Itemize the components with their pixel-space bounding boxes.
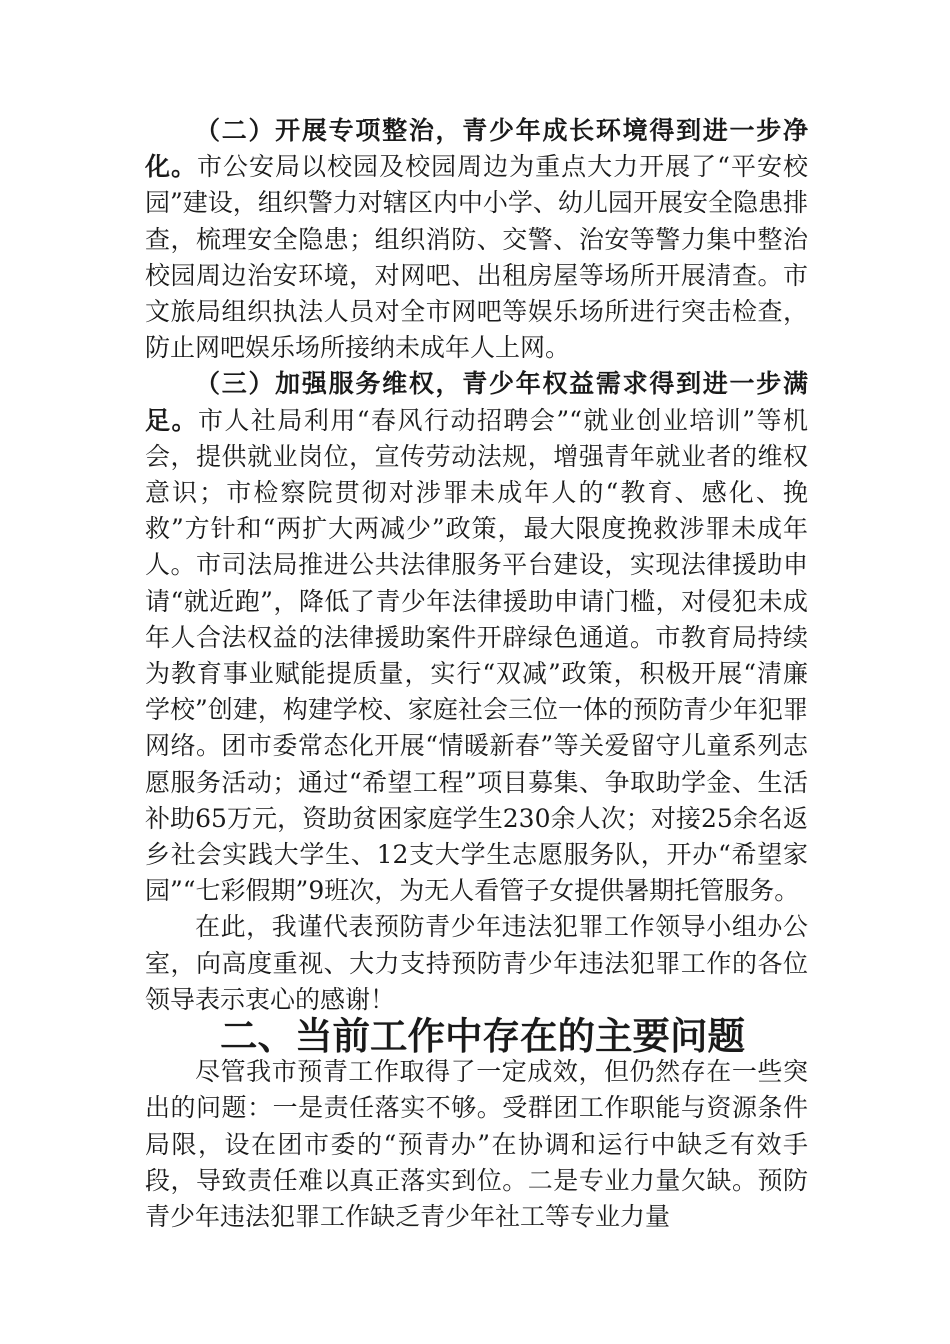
section-3-body: 市人社局利用“春风行动招聘会”“就业创业培训”等机会，提供就业岗位，宣传劳动法规，增强青年就业者的维权意识；市检察院贯彻对涉罪未成年人的“教育、感化、挽救”方针和“两扩大两减少”政策，最大限度挽救涉罪未成年人。市司法局推进公共法律服务平台建设，实现法律援助申请“就近跑”，降低了青少年法律援助申请门槛，对侵犯未成年人合法权益的法律援助案件开辟绿色通道。市教育局持续为教育事业赋能提质量，实行“双减”政策，积极开展“清廉学校”创建，构建学校、家庭社会三位一体的预防青少年犯罪网络。团市委常态化开展“情暖新春”等关爱留守儿童系列志愿服务活动；通过“希望工程”项目募集、争取助学金、生活补助65万元，资助贫困家庭学生230余人次；对接25余名返乡社会实践大学生、12支大学生志愿服务队，开办“希望家园”“七彩假期”9班次，为无人看管子女提供暑期托管服务。 <box>145 405 808 906</box>
paragraph-thanks: 在此，我谨代表预防青少年违法犯罪工作领导小组办公室，向高度重视、大力支持预防青少年违法犯罪工作的各位领导表示衷心的感谢！ <box>145 912 808 1014</box>
paragraph-section-2 <box>145 113 808 366</box>
paragraph-problems: 尽管我市预青工作取得了一定成效，但仍然存在一些突出的问题：一是责任落实不够。受群团工作职能与资源条件局限，设在团市委的“预青办”在协调和运行中缺乏有效手段，导致责任难以真正落实到位。二是专业力量欠缺。预防青少年违法犯罪工作缺乏青少年社工等专业力量 <box>145 1057 808 1232</box>
paragraph-section-3 <box>145 366 808 909</box>
section-heading-2: 二、当前工作中存在的主要问题 <box>220 1014 745 1059</box>
section-2-body: 市公安局以校园及校园周边为重点大力开展了“平安校园”建设，组织警力对辖区内中小学、幼儿园开展安全隐患排查，梳理安全隐患；组织消防、交警、治安等警力集中整治校园周边治安环境，对网吧、出租房屋等场所开展清查。市文旅局组织执法人员对全市网吧等娱乐场所进行突击检查，防止网吧娱乐场所接纳未成年人上网。 <box>145 152 808 363</box>
section-3-lead: （三）加强服务维权，青少年权益需求得到进一步满足。 <box>145 369 808 435</box>
document-page <box>145 113 808 1235</box>
section-2-lead: （二）开展专项整治，青少年成长环境得到进一步净化。 <box>145 116 808 182</box>
